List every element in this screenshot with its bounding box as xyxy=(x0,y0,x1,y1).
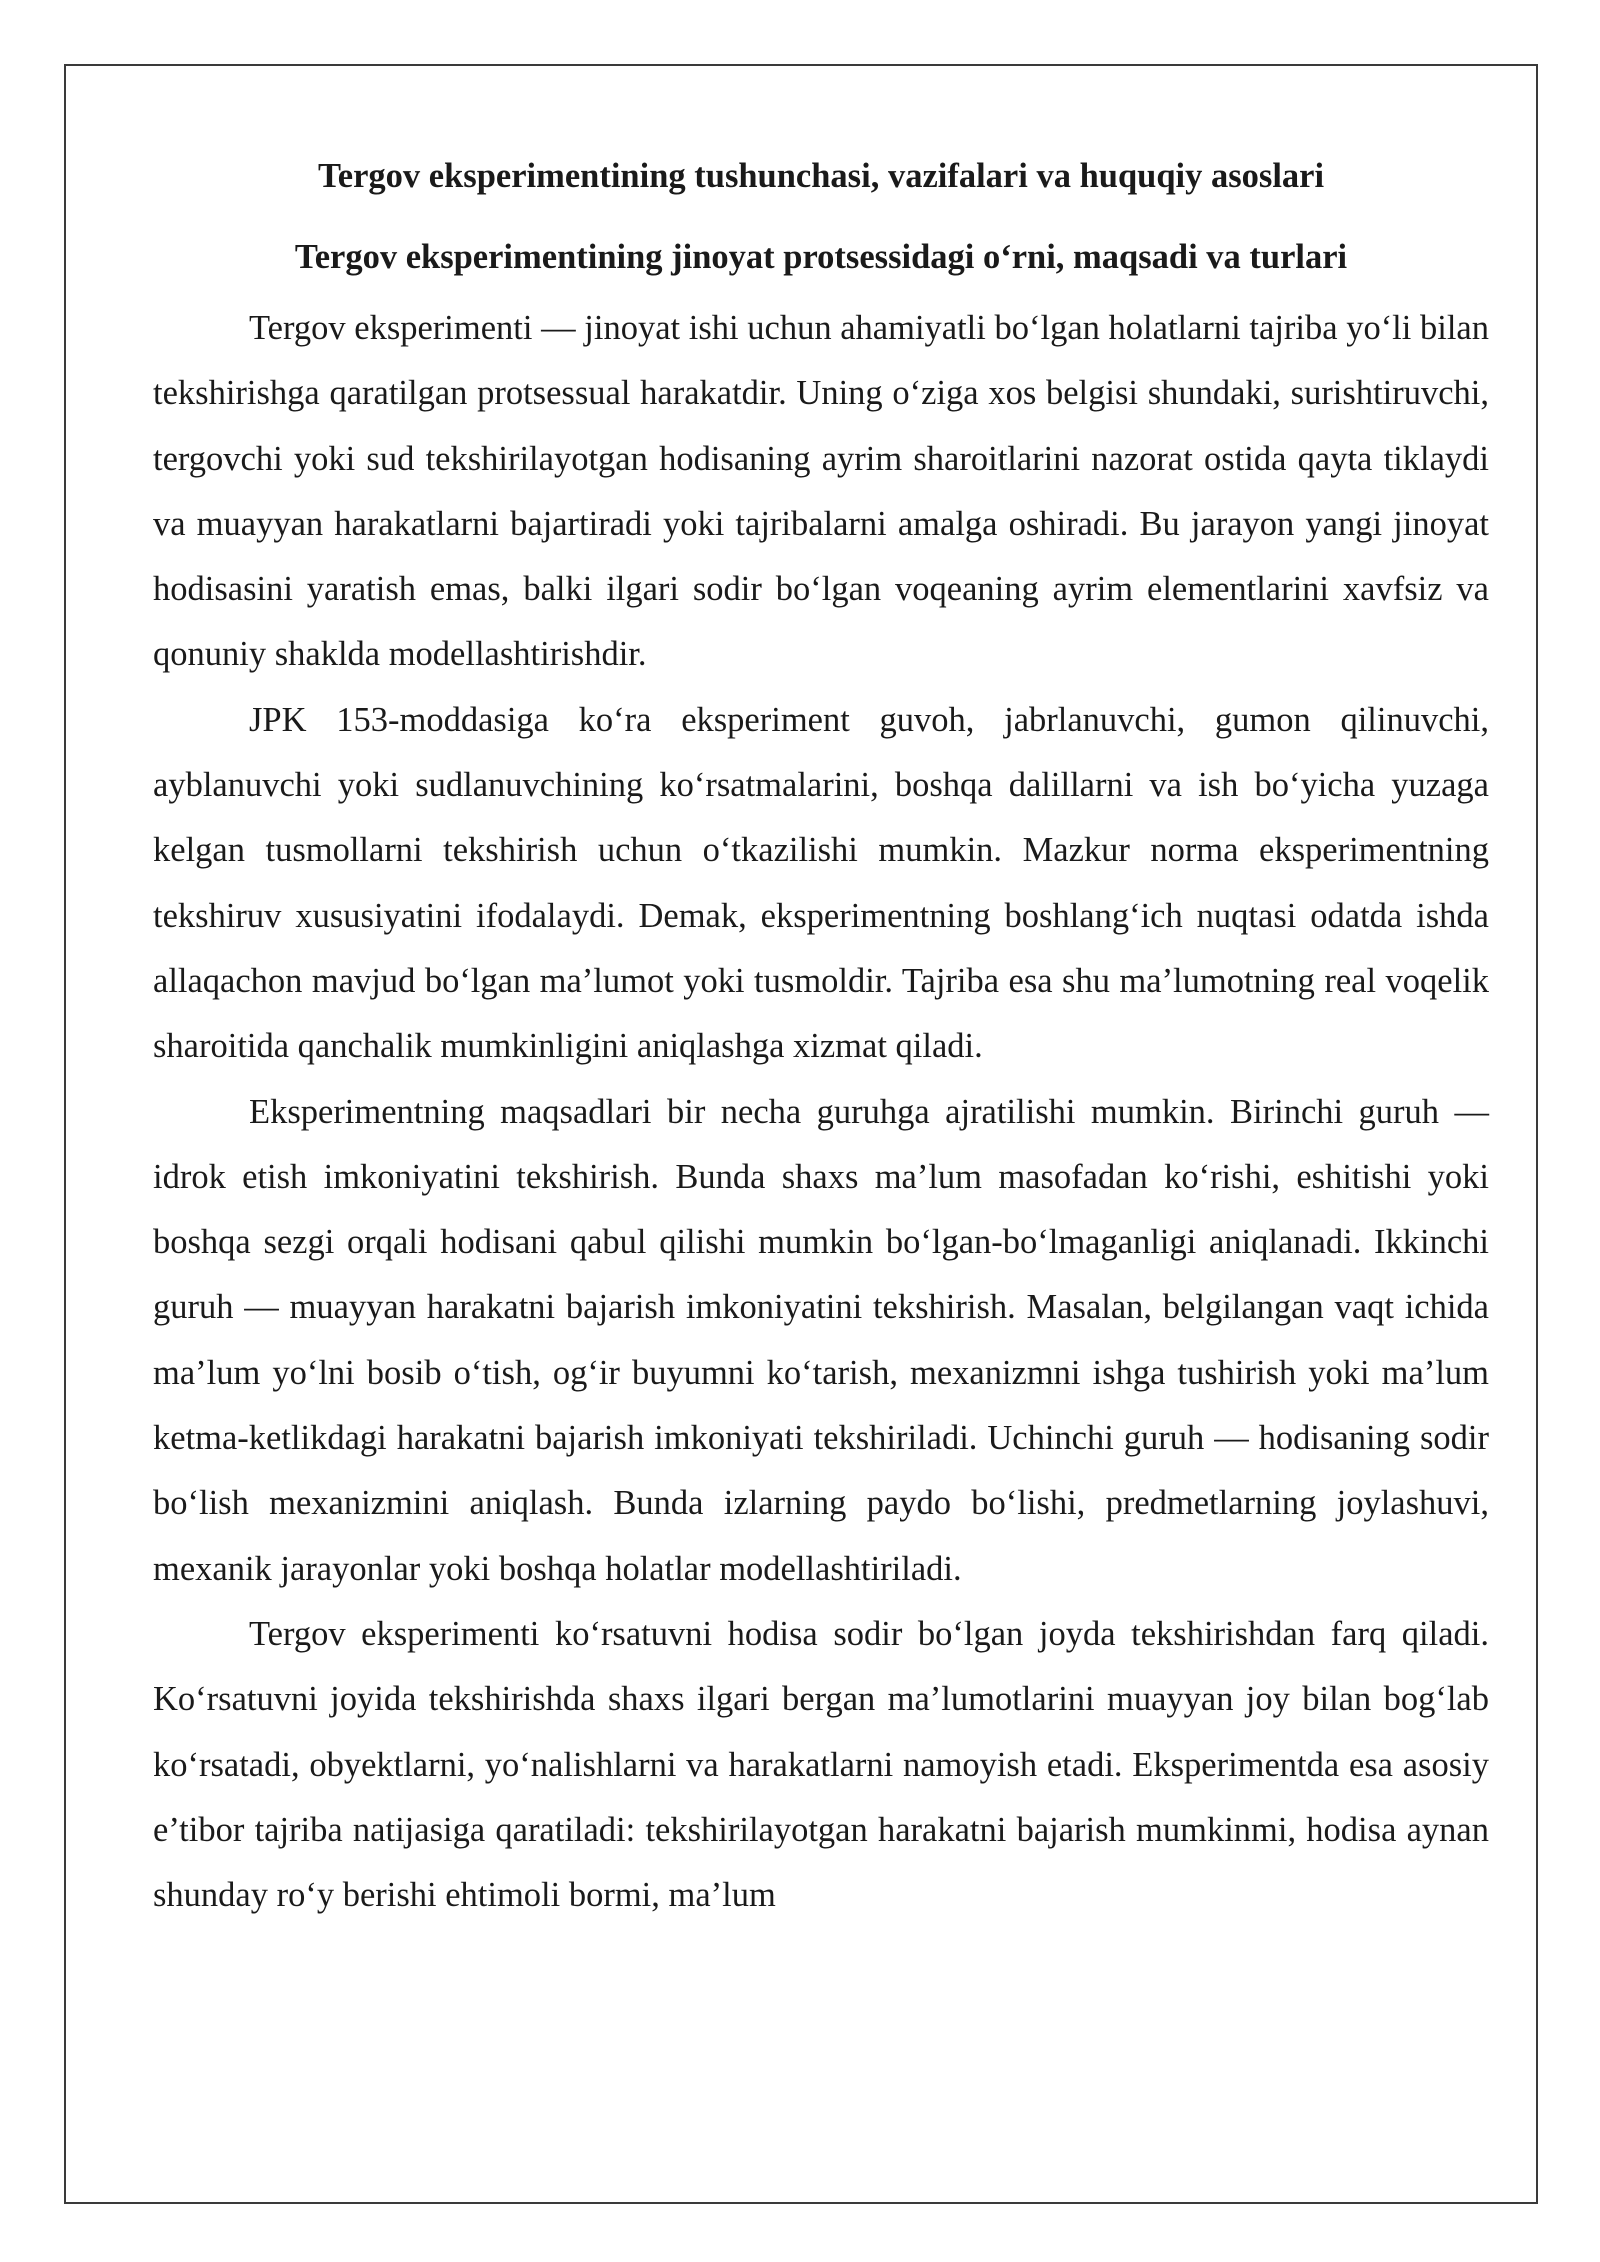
section-heading: Tergov eksperimentining jinoyat protsessidagi o‘rni, maqsadi va turlari xyxy=(294,238,1348,276)
paragraph-3: Eksperimentning maqsadlari bir necha guruhga ajratilishi mumkin. Birinchi guruh — idrok etish imkoniyatini tekshirish. Bunda shaxs ma’lum masofadan ko‘rishi, eshitishi yoki boshqa sezgi orqali hodisani qabul qilishi mumkin bo‘lgan-bo‘lmaganligi aniqlanadi. Ikkinchi guruh — muayyan harakatni bajarish imkoniyatini tekshirish. Masalan, belgilangan vaqt ichida ma’lum yo‘lni bosib o‘tish, og‘ir buyumni ko‘tarish, mexanizmni ishga tushirish yoki ma’lum ketma-ketlikdagi harakatni bajarish imkoniyati tekshiriladi. Uchinchi guruh — hodisaning sodir bo‘lish mexanizmini aniqlash. Bunda izlarning paydo bo‘lishi, predmetlarning joylashuvi, mexanik jarayonlar yoki boshqa holatlar modellashtiriladi. xyxy=(153,1092,1489,1588)
document-body xyxy=(153,150,1489,1928)
paragraph-4: Tergov eksperimenti ko‘rsatuvni hodisa sodir bo‘lgan joyda tekshirishdan farq qiladi. Ko‘rsatuvni joyida tekshirishda shaxs ilgari bergan ma’lumotlarini muayyan joy bilan bog‘lab ko‘rsatadi, obyektlarni, yo‘nalishlarni va harakatlarni namoyish etadi. Eksperimentda esa asosiy e’tibor tajriba natijasiga qaratiladi: tekshirilayotgan harakatni bajarish mumkinmi, hodisa aynan shunday ro‘y berishi ehtimoli bormi, ma’lum xyxy=(153,1614,1489,1915)
document-title: Tergov eksperimentining tushunchasi, vazifalari va huquqiy asoslari xyxy=(317,157,1325,195)
paragraph-1: Tergov eksperimenti — jinoyat ishi uchun ahamiyatli bo‘lgan holatlarni tajriba yo‘li bilan tekshirishga qaratilgan protsessual harakatdir. Uning o‘ziga xos belgisi shundaki, surishtiruvchi, tergovchi yoki sud tekshirilayotgan hodisaning ayrim sharoitlarini nazorat ostida qayta tiklaydi va muayyan harakatlarni bajartiradi yoki tajribalarni amalga oshiradi. Bu jarayon yangi jinoyat hodisasini yaratish emas, balki ilgari sodir bo‘lgan voqeaning ayrim elementlarini xavfsiz va qonuniy shaklda modellashtirishdir. xyxy=(153,309,1489,674)
paragraph-2: JPK 153-moddasiga ko‘ra eksperiment guvoh, jabrlanuvchi, gumon qilinuvchi, ayblanuvchi yoki sudlanuvchining ko‘rsatmalarini, boshqa dalillarni va ish bo‘yicha yuzaga kelgan tusmollarni tekshirish uchun o‘tkazilishi mumkin. Mazkur norma eksperimentning tekshiruv xususiyatini ifodalaydi. Demak, eksperimentning boshlang‘ich nuqtasi odatda ishda allaqachon mavjud bo‘lgan ma’lumot yoki tusmoldir. Tajriba esa shu ma’lumotning real voqelik sharoitida qanchalik mumkinligini aniqlashga xizmat qiladi. xyxy=(153,700,1489,1066)
